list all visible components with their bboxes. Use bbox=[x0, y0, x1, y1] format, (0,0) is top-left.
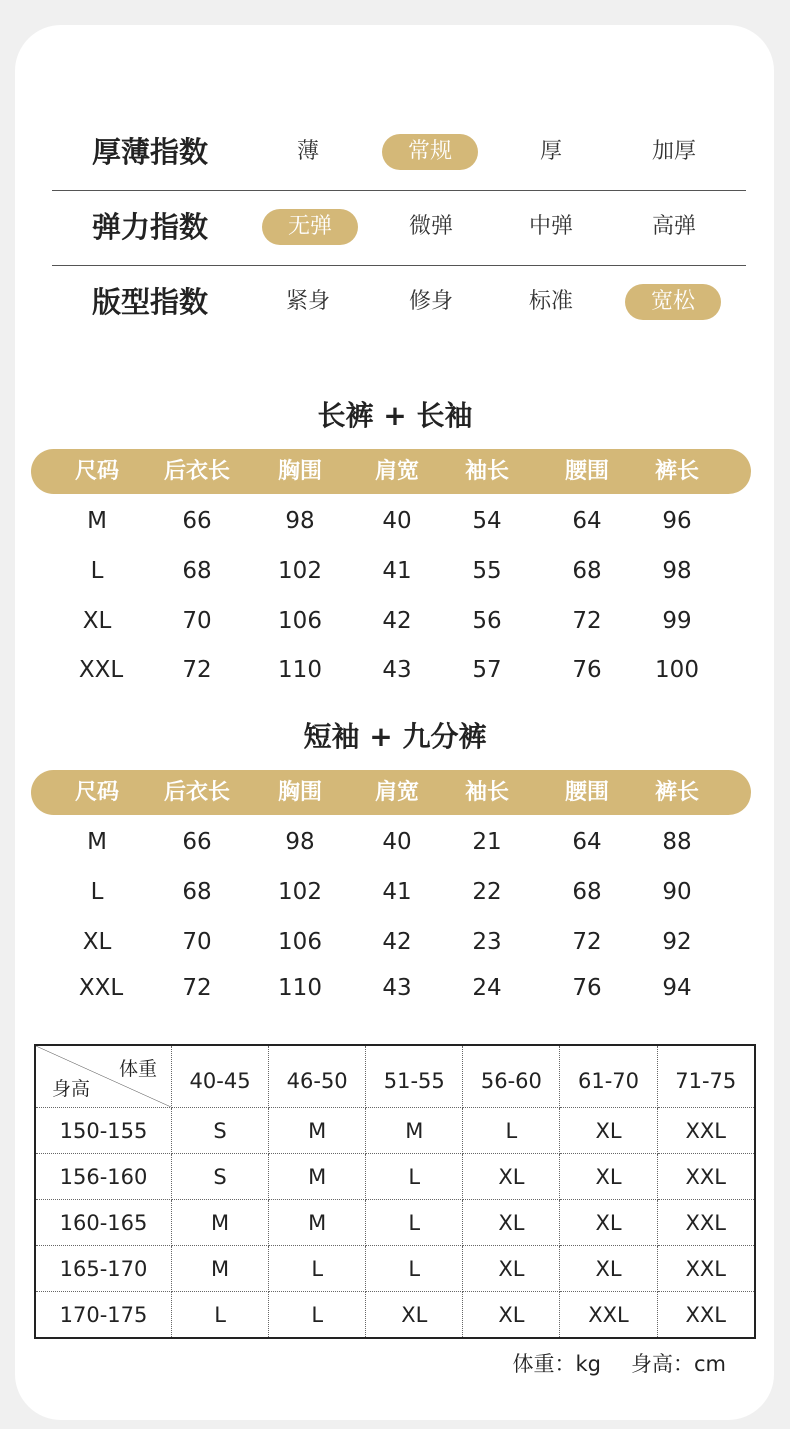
weight-range-header: 56-60 bbox=[463, 1045, 560, 1108]
table-cell: 102 bbox=[278, 879, 322, 905]
size-cell: S bbox=[172, 1154, 269, 1200]
table-row bbox=[35, 1292, 755, 1339]
table-cell: 106 bbox=[278, 608, 322, 634]
table-row bbox=[0, 973, 790, 1003]
fit-index-row bbox=[52, 265, 746, 340]
size-cell: XL bbox=[463, 1292, 560, 1339]
weight-range-header: 71-75 bbox=[657, 1045, 755, 1108]
table-row bbox=[0, 606, 790, 636]
size-cell: M bbox=[172, 1200, 269, 1246]
table-cell: 22 bbox=[472, 879, 502, 905]
table-cell: 106 bbox=[278, 929, 322, 955]
table-cell: 66 bbox=[182, 829, 212, 855]
height-range-cell: 165-170 bbox=[35, 1246, 172, 1292]
size-cell: XL bbox=[366, 1292, 463, 1339]
elasticity-option-slight: 微弹 bbox=[408, 214, 453, 239]
table1-header bbox=[31, 449, 751, 494]
size-cell: XL bbox=[463, 1154, 560, 1200]
fit-option-standard: 标准 bbox=[528, 289, 573, 314]
weight-range-header: 51-55 bbox=[366, 1045, 463, 1108]
thickness-option-regular: 常规 bbox=[382, 134, 478, 170]
elasticity-option-high: 高弹 bbox=[651, 214, 696, 239]
table-cell: 99 bbox=[662, 608, 692, 634]
table-cell: 76 bbox=[572, 657, 602, 683]
thickness-index-title: 厚薄指数 bbox=[92, 135, 209, 169]
header-sleeve: 袖长 bbox=[464, 459, 509, 484]
table-cell: 72 bbox=[182, 657, 212, 683]
table-cell: 57 bbox=[472, 657, 502, 683]
fit-option-tight: 紧身 bbox=[285, 289, 330, 314]
header-back-length: 后衣长 bbox=[163, 459, 230, 484]
height-weight-size-table bbox=[34, 1044, 756, 1339]
size-cell: M bbox=[269, 1200, 366, 1246]
table-cell: 66 bbox=[182, 508, 212, 534]
header-chest: 胸围 bbox=[277, 459, 322, 484]
table-cell: 68 bbox=[182, 558, 212, 584]
table-cell: 41 bbox=[382, 558, 412, 584]
size-cell: XXL bbox=[657, 1292, 755, 1339]
table-cell: 98 bbox=[285, 508, 315, 534]
corner-cell bbox=[35, 1045, 172, 1108]
size-cell: XXL bbox=[657, 1200, 755, 1246]
table-header-row bbox=[35, 1045, 755, 1108]
table-cell: 43 bbox=[382, 975, 412, 1001]
size-cell: L bbox=[366, 1154, 463, 1200]
table-cell: 96 bbox=[662, 508, 692, 534]
table1-title: 长裤 + 长袖 bbox=[317, 399, 473, 432]
height-range-cell: 156-160 bbox=[35, 1154, 172, 1200]
size-cell: XL bbox=[463, 1246, 560, 1292]
header-pants-length: 裤长 bbox=[654, 459, 699, 484]
table-cell: 98 bbox=[662, 558, 692, 584]
size-cell: XL bbox=[560, 1200, 657, 1246]
table-cell: 88 bbox=[662, 829, 692, 855]
header-size: 尺码 bbox=[74, 459, 119, 484]
size-cell: M bbox=[172, 1246, 269, 1292]
elasticity-index-title: 弹力指数 bbox=[92, 210, 209, 244]
table-cell: XXL bbox=[78, 975, 124, 1001]
header-size: 尺码 bbox=[74, 780, 119, 805]
fit-index-title: 版型指数 bbox=[92, 285, 209, 319]
thickness-option-thin: 薄 bbox=[296, 139, 319, 164]
header-sleeve: 袖长 bbox=[464, 780, 509, 805]
table-row bbox=[0, 556, 790, 586]
header-chest: 胸围 bbox=[277, 780, 322, 805]
table-row bbox=[0, 506, 790, 536]
table-cell: 70 bbox=[182, 608, 212, 634]
table-cell: M bbox=[87, 829, 107, 855]
height-axis-label: 身高 bbox=[52, 1078, 91, 1100]
elasticity-index-row bbox=[52, 190, 746, 266]
header-waist: 腰围 bbox=[564, 459, 609, 484]
table-cell: 43 bbox=[382, 657, 412, 683]
elasticity-option-none: 无弹 bbox=[262, 209, 358, 245]
size-cell: XL bbox=[560, 1246, 657, 1292]
table-cell: 24 bbox=[472, 975, 502, 1001]
table-cell: M bbox=[87, 508, 107, 534]
size-cell: L bbox=[269, 1292, 366, 1339]
header-back-length: 后衣长 bbox=[163, 780, 230, 805]
weight-unit-label: 体重：kg bbox=[512, 1352, 601, 1376]
fit-option-slim: 修身 bbox=[408, 289, 453, 314]
table-cell: 72 bbox=[182, 975, 212, 1001]
table-cell: 98 bbox=[285, 829, 315, 855]
table-cell: 64 bbox=[572, 829, 602, 855]
table-cell: 55 bbox=[472, 558, 502, 584]
table-cell: 56 bbox=[472, 608, 502, 634]
table-row bbox=[0, 927, 790, 957]
header-shoulder: 肩宽 bbox=[374, 459, 419, 484]
table-cell: 100 bbox=[655, 657, 699, 683]
table-row bbox=[0, 655, 790, 685]
size-cell: XL bbox=[560, 1154, 657, 1200]
table-row bbox=[0, 827, 790, 857]
table-row bbox=[35, 1200, 755, 1246]
weight-range-header: 46-50 bbox=[269, 1045, 366, 1108]
table-cell: 92 bbox=[662, 929, 692, 955]
size-cell: M bbox=[366, 1108, 463, 1154]
table-cell: XXL bbox=[78, 657, 124, 683]
table-cell: 68 bbox=[182, 879, 212, 905]
thickness-option-extra-thick: 加厚 bbox=[651, 139, 696, 164]
table-cell: L bbox=[90, 558, 104, 584]
size-cell: XXL bbox=[560, 1292, 657, 1339]
height-range-cell: 150-155 bbox=[35, 1108, 172, 1154]
table-cell: L bbox=[90, 879, 104, 905]
table-cell: 21 bbox=[472, 829, 502, 855]
table-cell: XL bbox=[82, 929, 112, 955]
size-cell: L bbox=[366, 1200, 463, 1246]
table-cell: 110 bbox=[278, 657, 322, 683]
table-cell: 102 bbox=[278, 558, 322, 584]
size-cell: L bbox=[366, 1246, 463, 1292]
table-cell: 40 bbox=[382, 829, 412, 855]
thickness-option-thick: 厚 bbox=[539, 139, 562, 164]
height-range-cell: 170-175 bbox=[35, 1292, 172, 1339]
weight-range-header: 61-70 bbox=[560, 1045, 657, 1108]
table-cell: XL bbox=[82, 608, 112, 634]
size-cell: M bbox=[269, 1154, 366, 1200]
table-row bbox=[35, 1246, 755, 1292]
thickness-index-row bbox=[52, 115, 746, 191]
size-cell: XXL bbox=[657, 1246, 755, 1292]
table-cell: 68 bbox=[572, 558, 602, 584]
header-waist: 腰围 bbox=[564, 780, 609, 805]
table-cell: 90 bbox=[662, 879, 692, 905]
table-cell: 68 bbox=[572, 879, 602, 905]
size-cell: XL bbox=[560, 1108, 657, 1154]
units-note bbox=[482, 1348, 726, 1378]
header-pants-length: 裤长 bbox=[654, 780, 699, 805]
size-cell: XL bbox=[463, 1200, 560, 1246]
table-cell: 70 bbox=[182, 929, 212, 955]
size-cell: S bbox=[172, 1108, 269, 1154]
weight-axis-label: 体重 bbox=[118, 1058, 157, 1080]
table-cell: 40 bbox=[382, 508, 412, 534]
table2-title: 短袖 + 九分裤 bbox=[303, 720, 487, 753]
size-cell: L bbox=[463, 1108, 560, 1154]
table-cell: 23 bbox=[472, 929, 502, 955]
table-row bbox=[35, 1108, 755, 1154]
table-cell: 42 bbox=[382, 608, 412, 634]
table-cell: 64 bbox=[572, 508, 602, 534]
table-cell: 54 bbox=[472, 508, 502, 534]
size-cell: XXL bbox=[657, 1108, 755, 1154]
size-cell: L bbox=[269, 1246, 366, 1292]
table2-header bbox=[31, 770, 751, 815]
elasticity-option-medium: 中弹 bbox=[528, 214, 573, 239]
table-cell: 76 bbox=[572, 975, 602, 1001]
table-cell: 110 bbox=[278, 975, 322, 1001]
height-range-cell: 160-165 bbox=[35, 1200, 172, 1246]
table-cell: 41 bbox=[382, 879, 412, 905]
weight-range-header: 40-45 bbox=[172, 1045, 269, 1108]
table-cell: 42 bbox=[382, 929, 412, 955]
table-row bbox=[0, 877, 790, 907]
table-cell: 72 bbox=[572, 929, 602, 955]
size-cell: L bbox=[172, 1292, 269, 1339]
size-cell: M bbox=[269, 1108, 366, 1154]
table-cell: 94 bbox=[662, 975, 692, 1001]
fit-option-loose: 宽松 bbox=[625, 284, 721, 320]
size-cell: XXL bbox=[657, 1154, 755, 1200]
table-cell: 72 bbox=[572, 608, 602, 634]
table-row bbox=[35, 1154, 755, 1200]
header-shoulder: 肩宽 bbox=[374, 780, 419, 805]
height-unit-label: 身高：cm bbox=[630, 1352, 726, 1376]
